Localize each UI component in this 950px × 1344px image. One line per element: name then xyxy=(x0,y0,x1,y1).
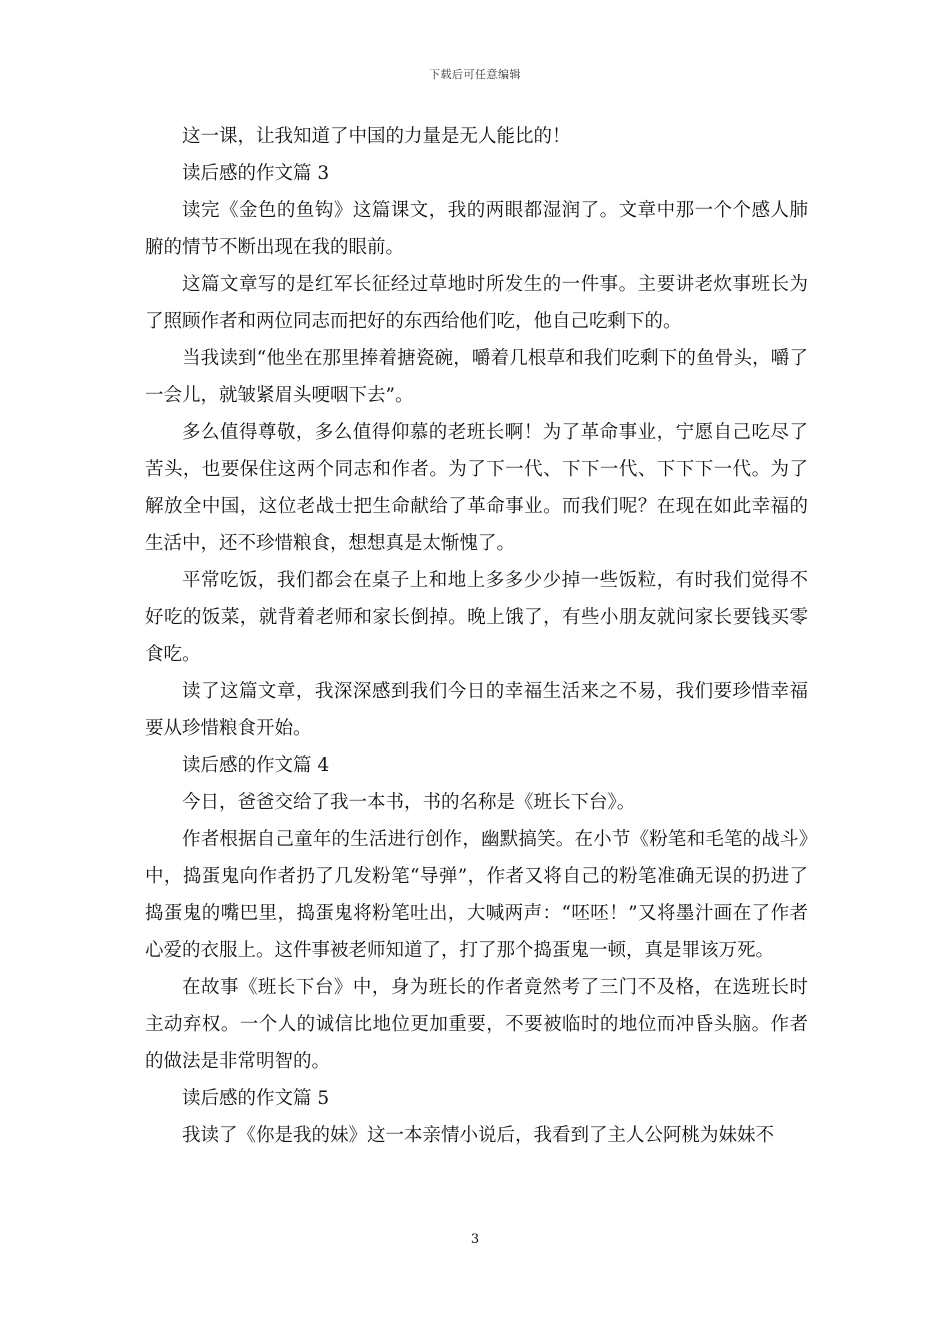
paragraph: 多么值得尊敬，多么值得仰慕的老班长啊！为了革命事业，宁愿自己吃尽了苦头，也要保住这两个同志和作者。为了下一代、下下一代、下下下一代。为了解放全中国，这位老战士把生命献给了革命事业。而我们呢？在现在如此幸福的生活中，还不珍惜粮食，想想真是太惭愧了。 xyxy=(145,422,808,554)
section-heading: 读后感的作文篇 4 xyxy=(182,755,330,776)
paragraph: 这篇文章写的是红军长征经过草地时所发生的一件事。主要讲老炊事班长为了照顾作者和两位同志而把好的东西给他们吃，他自己吃剩下的。 xyxy=(145,274,808,332)
document-body xyxy=(145,118,808,1154)
paragraph: 读完《金色的鱼钩》这篇课文，我的两眼都湿润了。文章中那一个个感人肺腑的情节不断出现在我的眼前。 xyxy=(145,200,808,258)
page-number: 3 xyxy=(470,1232,480,1247)
paragraph: 读了这篇文章，我深深感到我们今日的幸福生活来之不易，我们要珍惜幸福要从珍惜粮食开始。 xyxy=(145,681,808,739)
paragraph: 平常吃饭，我们都会在桌子上和地上多多少少掉一些饭粒，有时我们觉得不好吃的饭菜，就背着老师和家长倒掉。晚上饿了，有些小朋友就问家长要钱买零食吃。 xyxy=(145,570,808,665)
paragraph: 今日，爸爸交给了我一本书，书的名称是《班长下台》。 xyxy=(182,792,636,813)
paragraph: 作者根据自己童年的生活进行创作，幽默搞笑。在小节《粉笔和毛笔的战斗》中，捣蛋鬼向作者扔了几发粉笔“导弹”，作者又将自己的粉笔准确无误的扔进了捣蛋鬼的嘴巴里，捣蛋鬼将粉笔吐出，大喊两声：“呸呸！”又将墨汁画在了作者心爱的衣服上。这件事被老师知道了，打了那个捣蛋鬼一顿，真是罪该万死。 xyxy=(145,829,808,961)
paragraph: 我读了《你是我的妹》这一本亲情小说后，我看到了主人公阿桃为妹妹不 xyxy=(182,1125,775,1146)
section-heading: 读后感的作文篇 5 xyxy=(182,1088,330,1109)
paragraph: 在故事《班长下台》中，身为班长的作者竟然考了三门不及格，在选班长时主动弃权。一个人的诚信比地位更加重要，不要被临时的地位而冲昏头脑。作者的做法是非常明智的。 xyxy=(145,977,808,1072)
paragraph: 当我读到“他坐在那里捧着搪瓷碗，嚼着几根草和我们吃剩下的鱼骨头，嚼了一会儿，就皱紧眉头哽咽下去”。 xyxy=(145,348,808,406)
section-heading: 读后感的作文篇 3 xyxy=(182,163,330,184)
page-header: 下载后可任意编辑 xyxy=(429,68,521,81)
paragraph: 这一课，让我知道了中国的力量是无人能比的！ xyxy=(182,126,571,147)
